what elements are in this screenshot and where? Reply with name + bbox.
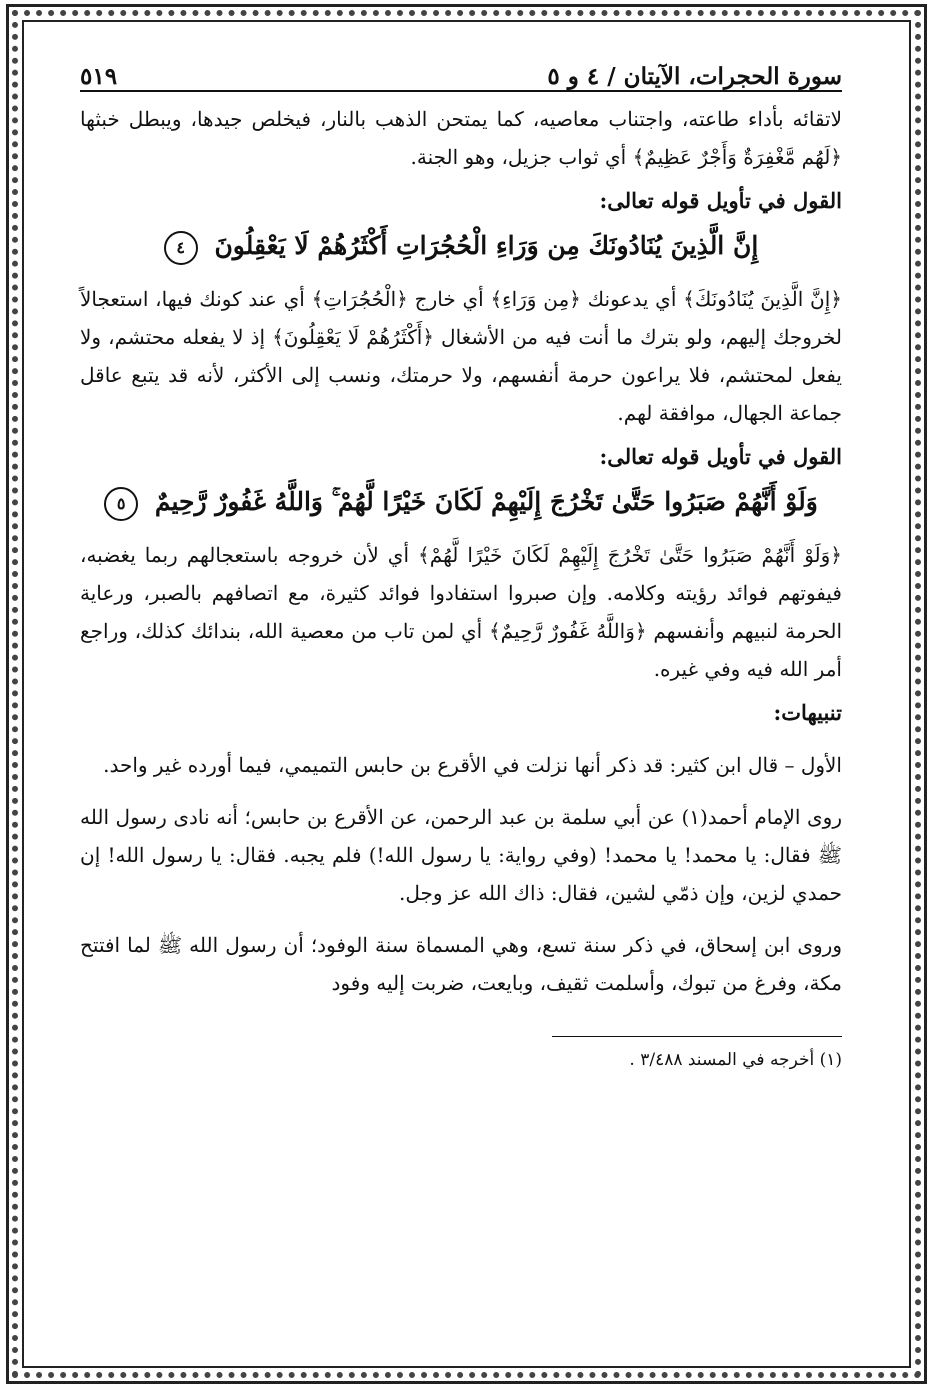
paragraph: روى الإمام أحمد(١) عن أبي سلمة بن عبد الرحمن، عن الأقرع بن حابس؛ أنه نادى رسول الله ﷺ فقال: يا محمد! يا محمد! (وفي رواية: يا رسول الله!) فلم يجبه. فقال: يا رسول الله! إن حمدي لزين، وإن ذمّي لشين، فقال: ذاك الله عز وجل. (80, 805, 842, 905)
paragraph: ﴿وَلَوْ أَنَّهُمْ صَبَرُوا حَتَّىٰ تَخْرُجَ إِلَيْهِمْ لَكَانَ خَيْرًا لَّهُمْ﴾ أي لأن خروجه باستعجالهم ربما يغضبه، فيفوتهم فوائد رؤيته وكلامه. وإن صبروا استفادوا فوائد كثيرة، مع اتصافهم بالصبر، ورعاية الحرمة لنبيهم وأنفسهم ﴿وَاللَّهُ غَفُورٌ رَّحِيمٌ﴾ أي لمن تاب من معصية الله، بندائك كذلك، وراجع أمر الله فيه وفي غيره. (80, 543, 842, 681)
paragraph: ﴿إِنَّ الَّذِينَ يُنَادُونَكَ﴾ أي يدعونك ﴿مِن وَرَاءِ﴾ أي خارج ﴿الْحُجُرَاتِ﴾ أي عند كونك فيها، استعجالاً لخروجك إليهم، ولو بترك ما أنت فيه من الأشغال ﴿أَكْثَرُهُمْ لَا يَعْقِلُونَ﴾ إذ لا يفعله محتشم، ولا يفعل لمحتشم، فلا يراعون حرمة أنفسهم، ولا حرمتك، ونسب إلى الأكثر، لأنه قد يتبع عاقل جماعة الجهال، موافقة لهم. (80, 287, 842, 425)
surah-title: سورة الحجرات، الآيتان (623, 63, 842, 90)
page-number: ٥١٩ (80, 63, 118, 90)
verse-text: وَلَوْ أَنَّهُمْ صَبَرُوا حَتَّىٰ تَخْرُجَ إِلَيْهِمْ لَكَانَ خَيْرًا لَّهُمْ ۚ وَاللَّهُ غَفُورٌ رَّحِيمٌ (154, 487, 818, 516)
quran-verse (80, 222, 842, 270)
header-title-group (547, 63, 842, 90)
header-separator: / (607, 63, 616, 90)
paragraph: الأول – قال ابن كثير: قد ذكر أنها نزلت في الأقرع بن حابس التميمي، فيما أورده غير واحد. (103, 753, 842, 777)
paragraph: لاتقائه بأداء طاعته، واجتناب معاصيه، كما يمتحن الذهب بالنار، فيخلص جيدها، ويبطل خبثها ﴿لَهُم مَّغْفِرَةٌ وَأَجْرٌ عَظِيمٌ﴾ أي ثواب جزيل، وهو الجنة. (80, 107, 842, 169)
verse-text: إِنَّ الَّذِينَ يُنَادُونَكَ مِن وَرَاءِ الْحُجُرَاتِ أَكْثَرُهُمْ لَا يَعْقِلُونَ (214, 231, 759, 260)
footnote-rule (552, 1036, 842, 1037)
section-heading: تنبيهات: (773, 700, 842, 725)
section-heading: القول في تأويل قوله تعالى: (599, 188, 842, 213)
paragraph: وروى ابن إسحاق، في ذكر سنة تسع، وهي المسماة سنة الوفود؛ أن رسول الله ﷺ لما افتتح مكة، وفرغ من تبوك، وأسلمت ثقيف، وبايعت، ضربت إليه وفود (80, 933, 842, 995)
verse-number-marker: ٥ (104, 487, 138, 521)
quran-verse (80, 478, 842, 526)
verse-number-marker: ٤ (164, 231, 198, 265)
verse-range: ٤ و ٥ (547, 63, 600, 90)
footnote: (١) أخرجه في المسند ٣/٤٨٨ . (629, 1050, 842, 1070)
running-header (80, 48, 842, 92)
book-page (80, 48, 842, 1353)
section-heading: القول في تأويل قوله تعالى: (599, 444, 842, 469)
